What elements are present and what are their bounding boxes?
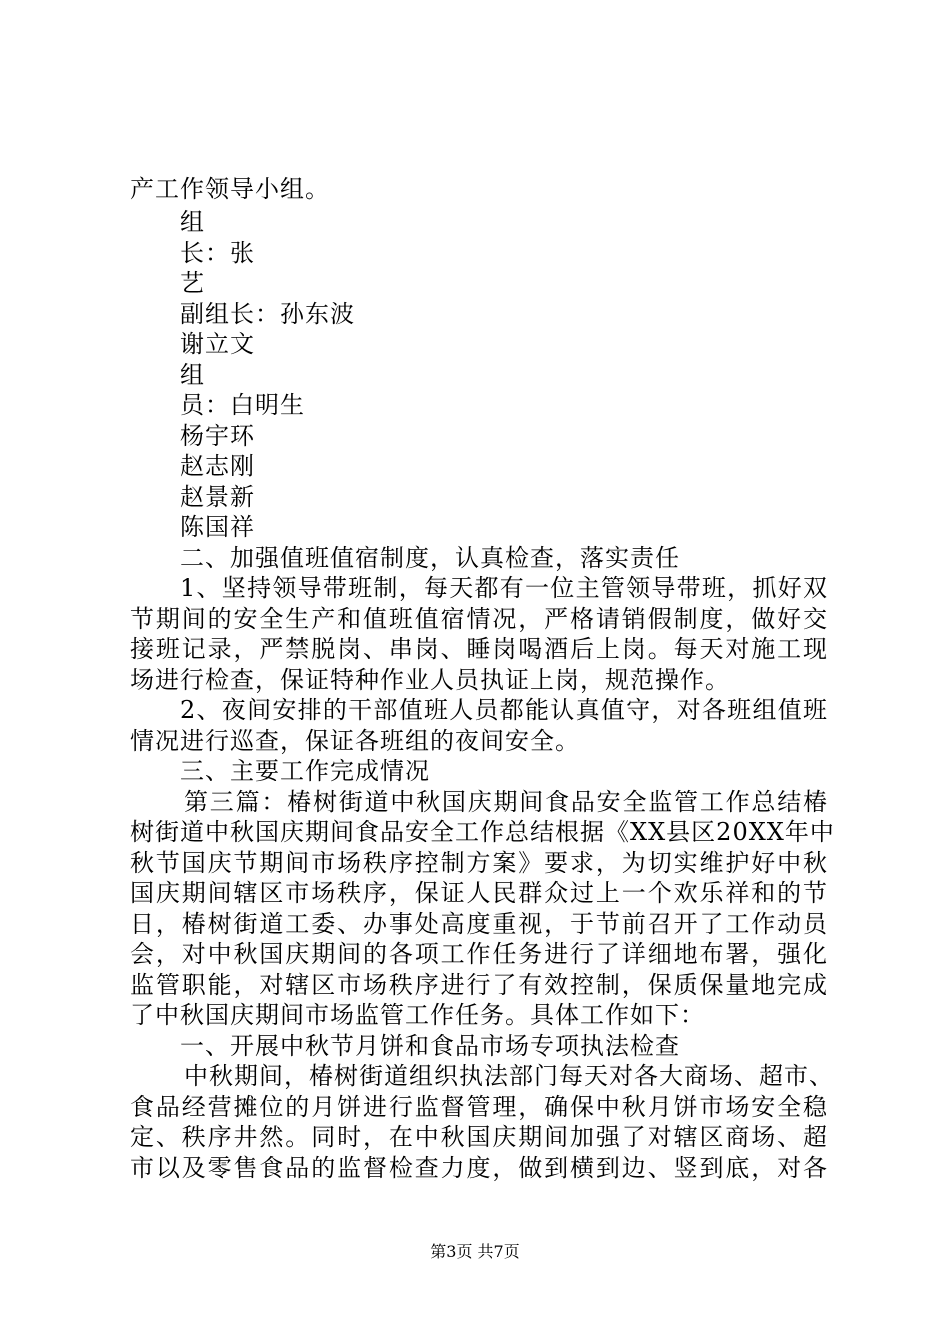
text-line: 国庆期间辖区市场秩序，保证人民群众过上一个欢乐祥和的节 [130,879,828,907]
text-line: 第三篇：椿树街道中秋国庆期间食品安全监管工作总结椿 [184,788,828,816]
text-line: 赵志刚 [180,452,255,480]
text-line: 节期间的安全生产和值班值宿情况，严格请销假制度，做好交 [130,605,828,633]
text-line: 秋节国庆节期间市场秩序控制方案》要求，为切实维护好中秋 [130,849,828,877]
page-footer: 第3页 共7页 [430,1242,520,1261]
text-line: 了中秋国庆期间市场监管工作任务。具体工作如下： [130,1001,705,1029]
section-heading: 一、开展中秋节月饼和食品市场专项执法检查 [180,1032,680,1060]
text-line: 赵景新 [180,483,255,511]
text-line: 1、坚持领导带班制，每天都有一位主管领导带班，抓好双 [180,574,828,602]
text-line: 场进行检查，保证特种作业人员执证上岗，规范操作。 [130,666,730,694]
text-line: 定、秩序井然。同时，在中秋国庆期间加强了对辖区商场、超 [130,1123,828,1151]
text-line: 副组长：孙东波 [180,300,355,328]
text-line: 中秋期间，椿树街道组织执法部门每天对各大商场、超市、 [184,1062,834,1090]
text-line: 情况进行巡查，保证各班组的夜间安全。 [130,727,580,755]
text-line: 2、夜间安排的干部值班人员都能认真值守，对各班组值班 [180,696,828,724]
text-line: 员：白明生 [180,391,305,419]
text-line: 组 [180,208,205,236]
section-heading: 二、加强值班值宿制度，认真检查，落实责任 [180,544,680,572]
text-line: 监管职能，对辖区市场秩序进行了有效控制，保质保量地完成 [130,971,828,999]
text-line: 日，椿树街道工委、办事处高度重视，于节前召开了工作动员 [130,910,828,938]
text-line: 产工作领导小组。 [130,175,330,203]
text-line: 会，对中秋国庆期间的各项工作任务进行了详细地布署，强化 [130,940,828,968]
text-line: 市以及零售食品的监督检查力度，做到横到边、竖到底，对各 [130,1154,828,1182]
text-line: 组 [180,361,205,389]
text-line: 艺 [180,269,205,297]
text-line: 树街道中秋国庆期间食品安全工作总结根据《XX县区20XX年中 [130,818,835,846]
text-line: 陈国祥 [180,513,255,541]
section-heading: 三、主要工作完成情况 [180,757,430,785]
text-line: 谢立文 [180,330,255,358]
text-line: 杨宇环 [180,422,255,450]
text-line: 食品经营摊位的月饼进行监督管理，确保中秋月饼市场安全稳 [130,1093,828,1121]
text-line: 接班记录，严禁脱岗、串岗、睡岗喝酒后上岗。每天对施工现 [130,635,828,663]
text-line: 长：张 [180,239,255,267]
